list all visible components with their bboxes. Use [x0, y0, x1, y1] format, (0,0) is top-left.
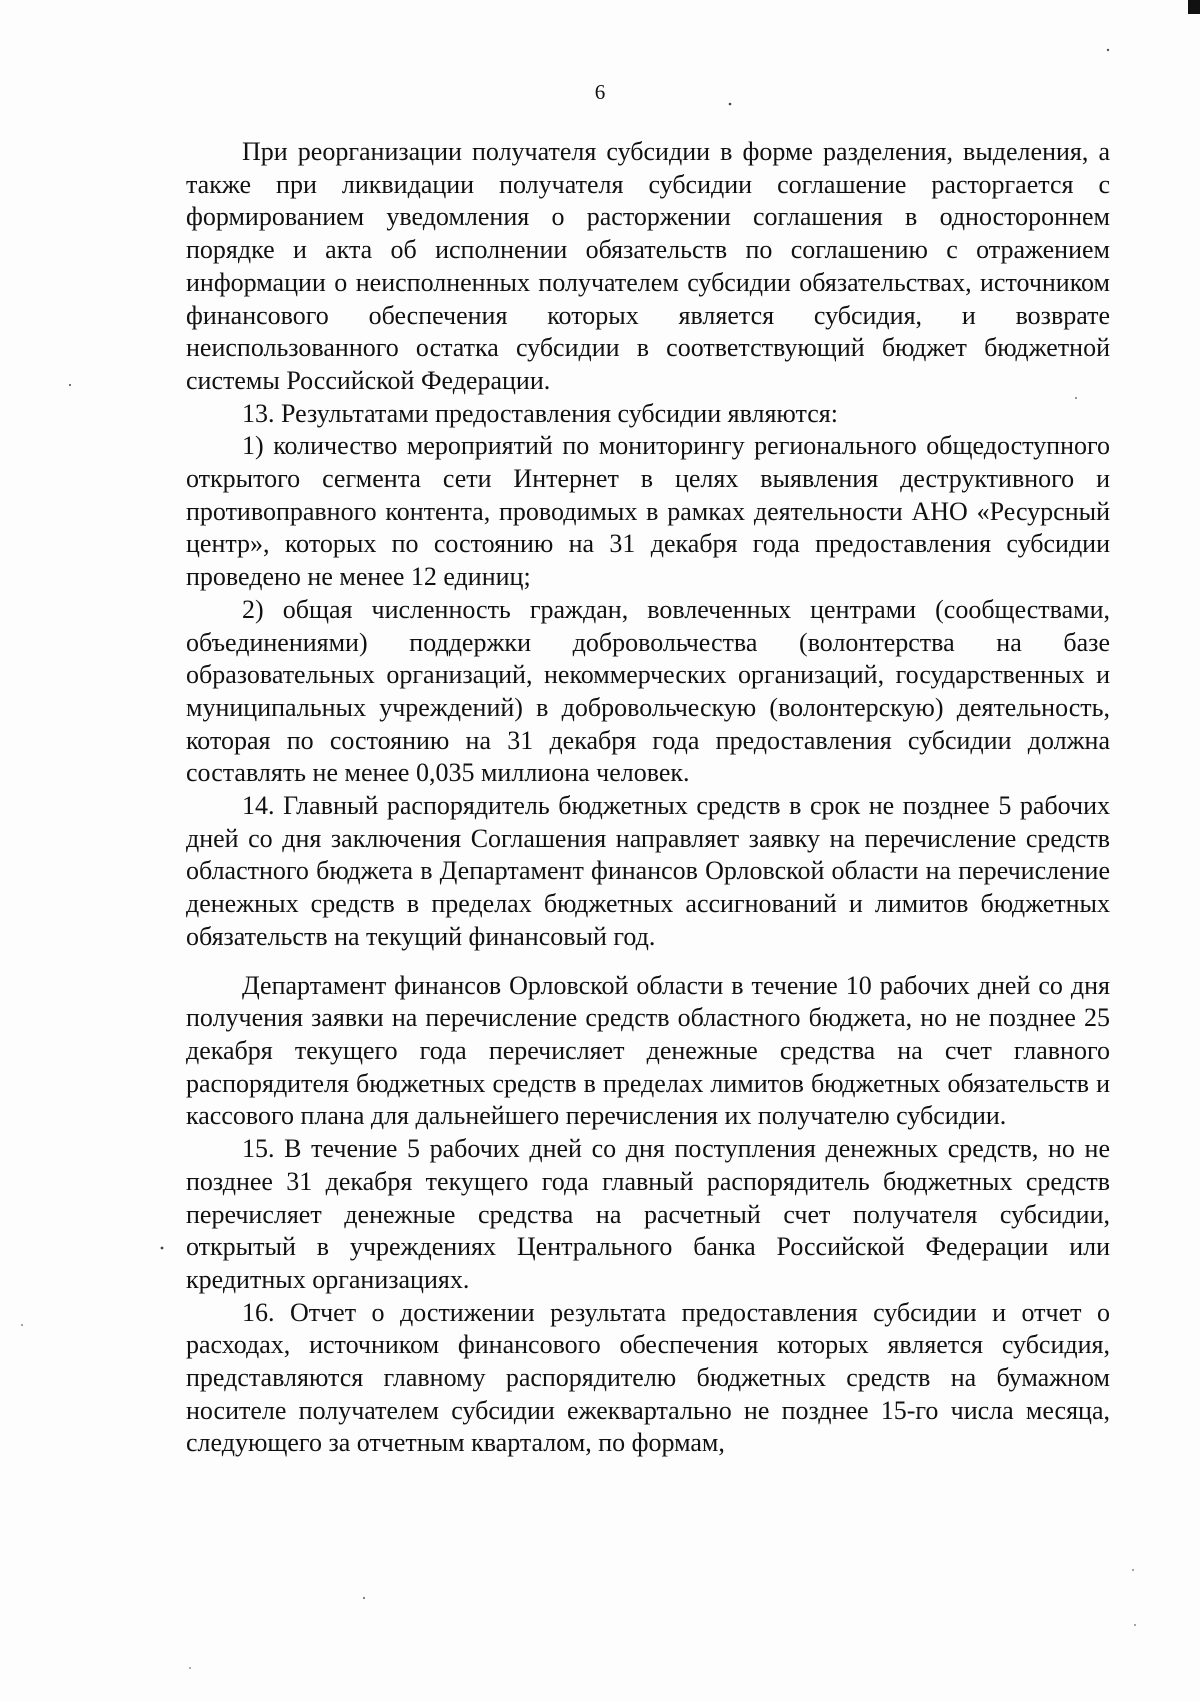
page-number: 6	[594, 80, 606, 104]
paragraph-reorganization: При реорганизации получателя субсидии в форме разделения, выделения, а также при ликвидации получателя субсидии соглашение расторгается с формированием уведомления о расторжении соглашения в одностороннем порядке и акта об исполнении обязательств по соглашению с отражением информации о неисполненных получателем субсидии обязательствах, источником финансового обеспечения которых является субсидия, и возврате неиспользованного остатка субсидии в соответствующий бюджет бюджетной системы Российской Федерации.	[186, 137, 1110, 395]
paragraph-14: 14. Главный распорядитель бюджетных средств в срок не позднее 5 рабочих дней со дня заключения Соглашения направляет заявку на перечисление средств областного бюджета в Департамент финансов Орловской области на перечисление денежных средств в пределах бюджетных ассигнований и лимитов бюджетных обязательств на текущий финансовый год.	[186, 791, 1110, 951]
paragraph-13-item-1: 1) количество мероприятий по мониторингу регионального общедоступного открытого сегмента сети Интернет в целях выявления деструктивного и противоправного контента, проводимых в рамках деятельности АНО «Ресурсный центр», которых по состоянию на 31 декабря года предоставления субсидии проведено не менее 12 единиц;	[186, 431, 1110, 592]
paragraph-13-results: 13. Результатами предоставления субсидии являются:	[242, 398, 838, 428]
paragraph-16: 16. Отчет о достижении результата предоставления субсидии и отчет о расходах, источником финансового обеспечения которых является субсидия, представляются главному распорядителю бюджетных средств на бумажном носителе получателем субсидии ежеквартально не позднее 15-го числа месяца, следующего за отчетным кварталом, по формам,	[186, 1297, 1110, 1458]
paragraph-15: 15. В течение 5 рабочих дней со дня поступления денежных средств, но не позднее 31 декабря текущего года главный распорядитель бюджетных средств перечисляет денежные средства на расчетный счет получателя субсидии, открытый в учреждениях Центрального банка Российской Федерации или кредитных организациях.	[186, 1134, 1110, 1294]
paragraph-13-item-2: 2) общая численность граждан, вовлеченных центрами (сообществами, объединениями) поддержки добровольчества (волонтерства на базе образовательных организаций, некоммерческих организаций, государственных и муниципальных учреждений) в добровольческую (волонтерскую) деятельность, которая по состоянию на 31 декабря года предоставления субсидии должна составлять не менее 0,035 миллиона человек.	[186, 594, 1110, 788]
body-text	[186, 136, 1110, 1460]
paragraph-finance-department: Департамент финансов Орловской области в течение 10 рабочих дней со дня получения заявки на перечисление средств областного бюджета, но не позднее 25 декабря текущего года перечисляет денежные средства на счет главного распорядителя бюджетных средств в пределах лимитов бюджетных обязательств и кассового плана для дальнейшего перечисления их получателю субсидии.	[186, 970, 1110, 1131]
